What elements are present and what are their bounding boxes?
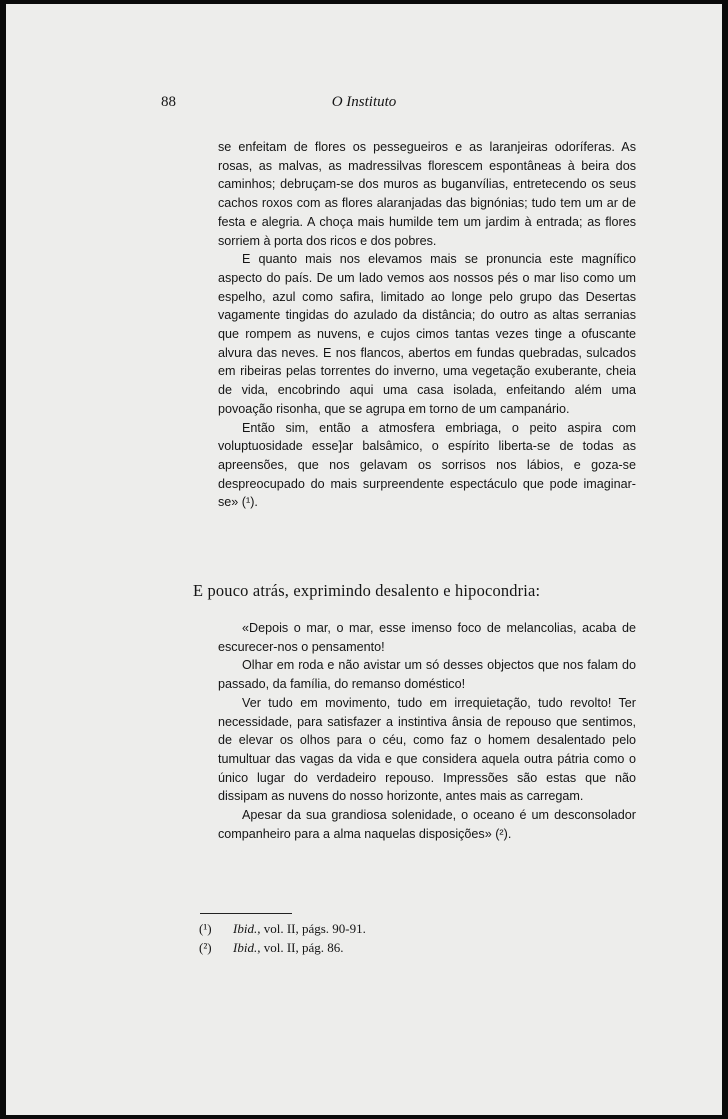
quote2-paragraph-4: Apesar da sua grandiosa solenidade, o oceano é um desconsolador companheiro para a alma naquelas disposições» (²). [218, 808, 636, 841]
quote1-paragraph-2: E quanto mais nos elevamos mais se pronuncia este magnífico aspecto do país. De um lado vemos aos nossos pés o mar liso como um espelho, azul como safira, limitado ao longe pelo grupo das Desertas vagamente tingidas do azulado da distância; do outro as altas serranias que rompem as nuvens, e cujos cimos tantas vezes tinge a ofuscante alvura das neves. E nos flancos, abertos em fundas quebradas, sulcados em ribeiras pelas torrentes do inverno, uma vegetação exuberante, cheia de vida, encobrindo aqui uma casa isolada, enfeitando além uma povoação risonha, que se agrupa em torno de um campanário. [218, 252, 636, 416]
footnote-2 [199, 938, 599, 957]
footnote-source: Ibid. [233, 921, 258, 936]
running-title: O Instituto [331, 94, 397, 110]
footnote-marker: (¹) [199, 921, 212, 936]
footnotes [199, 919, 599, 957]
quote2-paragraph-1: «Depois o mar, o mar, esse imenso foco de melancolias, acaba de escurecer-nos o pensamento! [218, 621, 636, 654]
quote1-paragraph-3: Então sim, então a atmosfera embriaga, o peito aspira com voluptuosidade esse]ar balsâmico, o espírito liberta-se de todas as apreensões, que nos gelavam os sorrisos nos lábios, e goza-se despreocupado do mais surpreendente espectáculo que pode imaginar-se» (¹). [218, 420, 636, 510]
footnote-divider [200, 913, 292, 914]
quotation-block-2 [218, 619, 636, 843]
page-header [6, 94, 722, 118]
footnote-reference: , vol. II, págs. 90-91. [257, 921, 366, 936]
quotation-block-1 [218, 138, 636, 512]
footnote-marker: (²) [199, 940, 212, 955]
book-page [6, 4, 722, 1115]
quote1-paragraph-1: se enfeitam de flores os pessegueiros e as laranjeiras odoríferas. As rosas, as malvas, as madressilvas florescem espontâneas à beira dos caminhos; debruçam-se dos muros as buganvílias, entretecendo os seus cachos roxos com as flores alaranjadas das bignónias; tudo tem um ar de festa e alegria. A choça mais humilde tem um jardim à entrada; as flores sorriem à porta dos ricos e dos pobres. [218, 140, 636, 248]
quote2-paragraph-3: Ver tudo em movimento, tudo em irrequietação, tudo revolto! Ter necessidade, para satisfazer a instintiva ânsia de repouso que sentimos, de elevar os olhos para o céu, como faz o homem desalentado pelo tumultuar das vagas da vida e que considera aquela outra pátria como o único lugar do verdadeiro repouso. Impressões são estas que não dissipam as nuvens do nosso horizonte, antes mais as carregam. [218, 695, 636, 804]
quote2-paragraph-2: Olhar em roda e não avistar um só desses objectos que nos falam do passado, da família, do remanso doméstico! [218, 658, 636, 692]
intro-sentence: E pouco atrás, exprimindo desalento e hipocondria: [193, 581, 541, 600]
footnote-reference: , vol. II, pág. 86. [257, 940, 344, 955]
footnote-source: Ibid. [233, 940, 258, 955]
footnote-1 [199, 919, 599, 938]
page-number: 88 [161, 94, 176, 110]
